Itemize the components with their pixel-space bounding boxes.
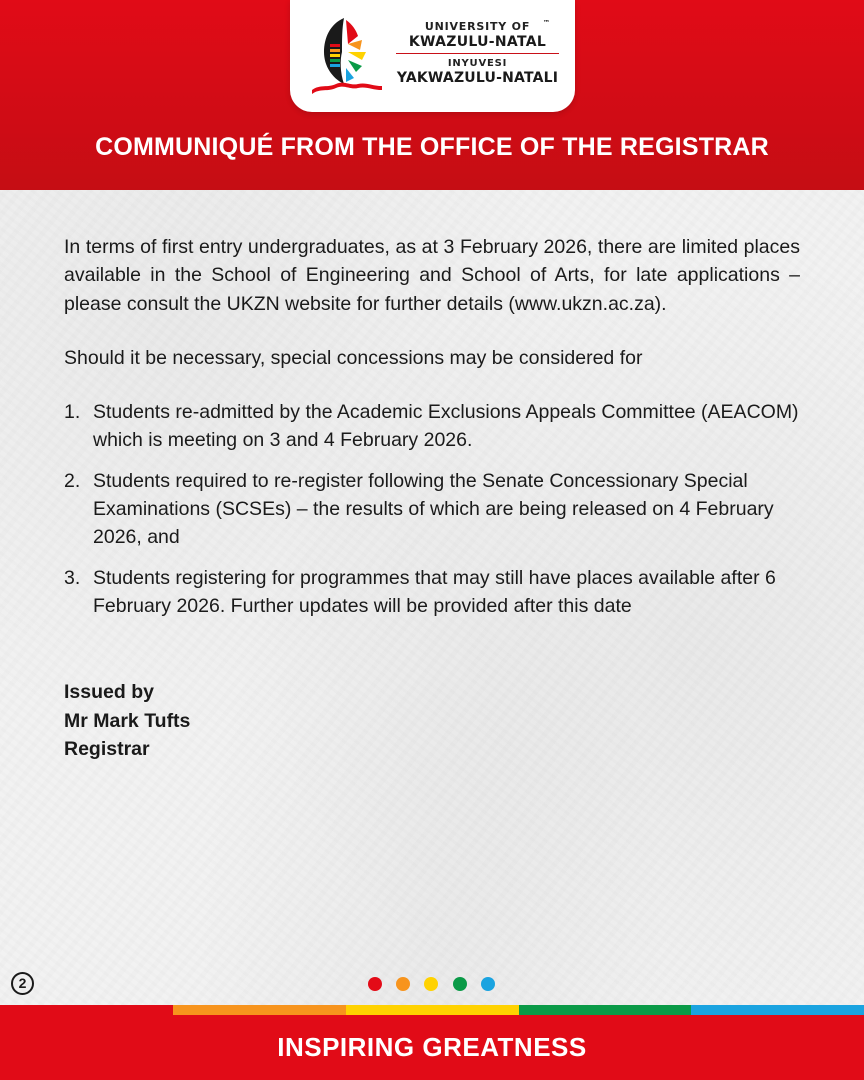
carousel-dot[interactable] (368, 977, 382, 991)
carousel-dot[interactable] (453, 977, 467, 991)
logo-line-kwazulu-natal: KWAZULU-NATAL (408, 34, 547, 50)
intro-paragraph: In terms of first entry undergraduates, as at 3 February 2026, there are limited places available in the School of Engineering and School of Arts, for late applications – please consult the UKZN website for further details (www.ukzn.ac.za). (64, 236, 800, 315)
ukzn-emblem-icon (310, 14, 385, 98)
list-item-number: 3. (64, 566, 81, 589)
logo-divider (396, 53, 559, 54)
issued-by-label: Issued by (64, 681, 154, 704)
logo-line-inyuvesi: INYUVESI (447, 58, 508, 69)
list-item-number: 2. (64, 469, 81, 492)
logo-line-yakwazulu-natali: YAKWAZULU-NATALI (396, 70, 559, 86)
page-title: COMMUNIQUÉ FROM THE OFFICE OF THE REGISTRAR (95, 133, 769, 161)
signoff-block (64, 678, 800, 763)
concessions-paragraph: Should it be necessary, special concessions may be considered for (64, 346, 643, 369)
list-item (64, 467, 800, 552)
list-item (64, 564, 800, 621)
list-item-number: 1. (64, 401, 81, 424)
registrar-role: Registrar (64, 737, 150, 760)
page-number-badge: 2 (11, 972, 34, 995)
logo-wordmark (390, 20, 565, 86)
logo-line-university-of: UNIVERSITY OF (424, 20, 531, 33)
concessions-list (64, 398, 800, 620)
carousel-dot[interactable] (481, 977, 495, 991)
list-item-text: Students registering for programmes that may still have places available after 6 February 2026. Further updates will be provided after this date (93, 566, 776, 617)
list-item (64, 398, 800, 455)
communique-body (64, 233, 800, 763)
footer-tagline: INSPIRING GREATNESS (277, 1032, 587, 1062)
list-item-text: Students re-admitted by the Academic Exclusions Appeals Committee (AEACOM) which is meeting on 3 and 4 February 2026. (93, 401, 799, 452)
registrar-name: Mr Mark Tufts (64, 709, 191, 732)
list-item-text: Students required to re-register following the Senate Concessionary Special Examinations (SCSEs) – the results of which are being released on 4 February 2026, and (93, 469, 774, 549)
trademark-symbol: ™ (543, 19, 550, 27)
university-logo (290, 0, 575, 112)
carousel-dot[interactable] (424, 977, 438, 991)
carousel-dot[interactable] (396, 977, 410, 991)
